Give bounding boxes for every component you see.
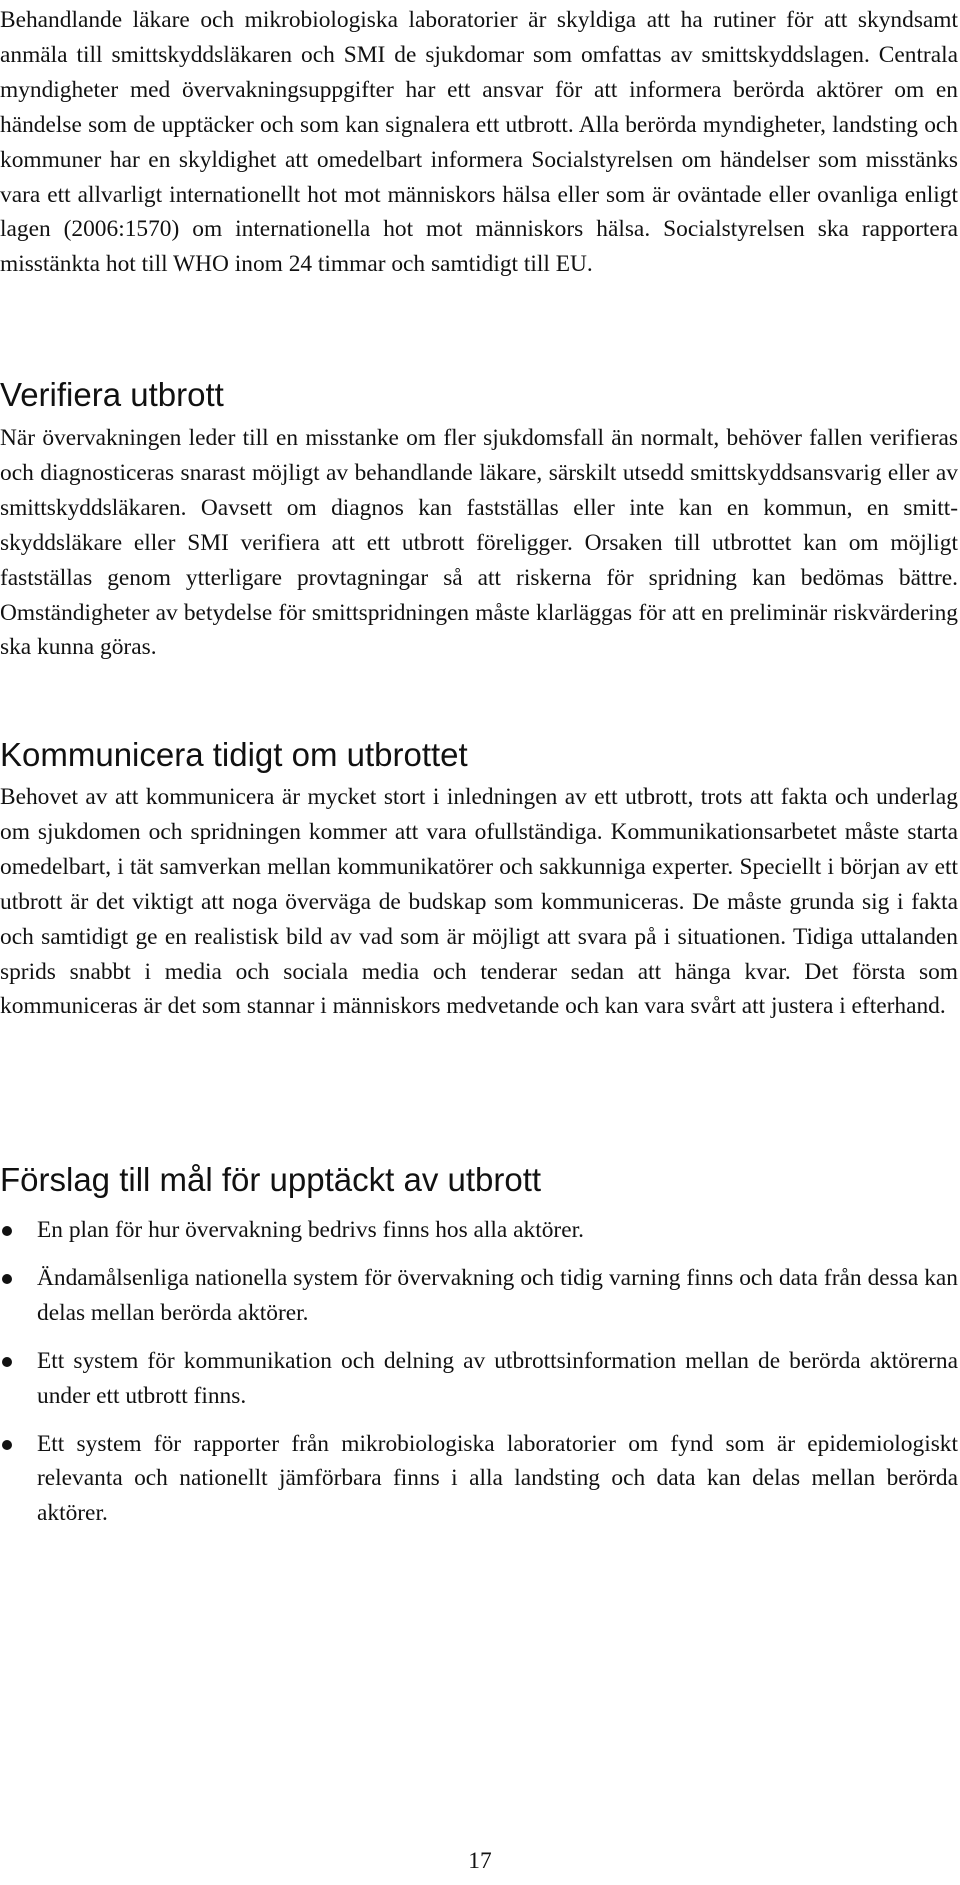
- section-heading: Förslag till mål för upptäckt av utbrott: [0, 1161, 542, 1198]
- section-paragraph: Behovet av att kommunicera är mycket stort i inledningen av ett utbrott, trots att fakta och underlag om sjukdomen och spridningen kommer att vara ofullständiga. Kommunikationsarbetet måste starta omedelbart, i tät samverkan mellan kommunikatörer och sakkunniga experter. Speciellt i början av ett utbrott är det viktigt att noga överväga de budskap som kommuniceras. De måste grunda sig i fakta och samtidigt ge en realistisk bild av vad som är möjligt att svara på i situationen. Tidiga uttalanden sprids snabbt i media och sociala media och tenderar sedan att hänga kvar. Det första som kommuniceras är det som stannar i människors medvetande och kan vara svårt att justera i efterhand.: [0, 784, 958, 1020]
- list-item: [0, 1261, 958, 1331]
- section-kommunicera: [0, 735, 958, 775]
- section-kommunicera-body: [0, 780, 958, 1024]
- bullet-icon: [2, 1357, 12, 1367]
- bullet-icon: [2, 1226, 12, 1236]
- intro-paragraph: Behandlande läkare och mikrobiologiska laboratorier är skyldiga att ha rutiner för att skyndsamt anmäla till smittskyddsläkaren och SMI de sjukdomar som omfattas av smittskyddslagen. Centrala myndigheter med övervakningsuppgifter har ett ansvar för att informera berörda aktörer om en händelse som de upptäcker och som kan signalera ett utbrott. Alla berörda myndigheter, landsting och kommuner har en skyldighet att omedelbart informera Socialstyrelsen om händelser som misstänks vara ett allvarligt internationellt hot mot människors hälsa eller som är oväntade eller ovanliga enligt lagen (2006:1570) om internationella hot mot människors hälsa. Socialstyrelsen ska rapportera misstänkta hot till WHO inom 24 timmar och samtidigt till EU.: [0, 7, 958, 278]
- bullet-icon: [2, 1440, 12, 1450]
- list-item-text: Ett system för rapporter från mikrobiologiska laboratorier om fynd som är epidemiologiskt relevanta och nationellt jämförbara finns i alla landsting och data kan delas mellan berörda aktörer.: [37, 1430, 958, 1527]
- section-heading: Verifiera utbrott: [0, 376, 224, 413]
- page-number: 17: [468, 1848, 492, 1874]
- section-heading: Kommunicera tidigt om utbrottet: [0, 736, 468, 773]
- goals-list: [0, 1213, 958, 1531]
- section-verifiera-body: [0, 421, 958, 665]
- section-paragraph: När övervakningen leder till en misstanke om fler sjukdomsfall än normalt, behöver fallen verifieras och diagnosticeras snarast möjligt av behandlande läkare, särskilt utsedd smittskyddsansvarig eller av smittskyddsläkaren. Oavsett om diagnos kan fastställas eller inte kan en kommun, en smittskyddsläkare eller SMI verifiera att ett utbrott föreligger. Orsaken till utbrottet kan om möjligt fastställas genom ytterligare provtagningar så att riskerna för spridning kan bedömas bättre. Omständigheter av betydelse för smittspridningen måste klarläggas för att en preliminär riskvärdering ska kunna göras.: [0, 425, 958, 661]
- list-item: [0, 1213, 958, 1248]
- list-item-text: Ett system för kommunikation och delning av utbrottsinformation mellan de berörda aktörerna under ett utbrott finns.: [37, 1347, 958, 1409]
- list-item: [0, 1344, 958, 1414]
- section-verifiera-utbrott: [0, 375, 958, 415]
- intro-section: [0, 3, 958, 282]
- list-item-text: En plan för hur övervakning bedrivs finns hos alla aktörer.: [37, 1217, 584, 1243]
- list-item-text: Ändamålsenliga nationella system för övervakning och tidig varning finns och data från dessa kan delas mellan berörda aktörer.: [37, 1264, 958, 1326]
- section-forslag: [0, 1160, 958, 1200]
- list-item: [0, 1427, 958, 1532]
- bullet-icon: [2, 1274, 12, 1284]
- goals-list-container: [0, 1213, 958, 1544]
